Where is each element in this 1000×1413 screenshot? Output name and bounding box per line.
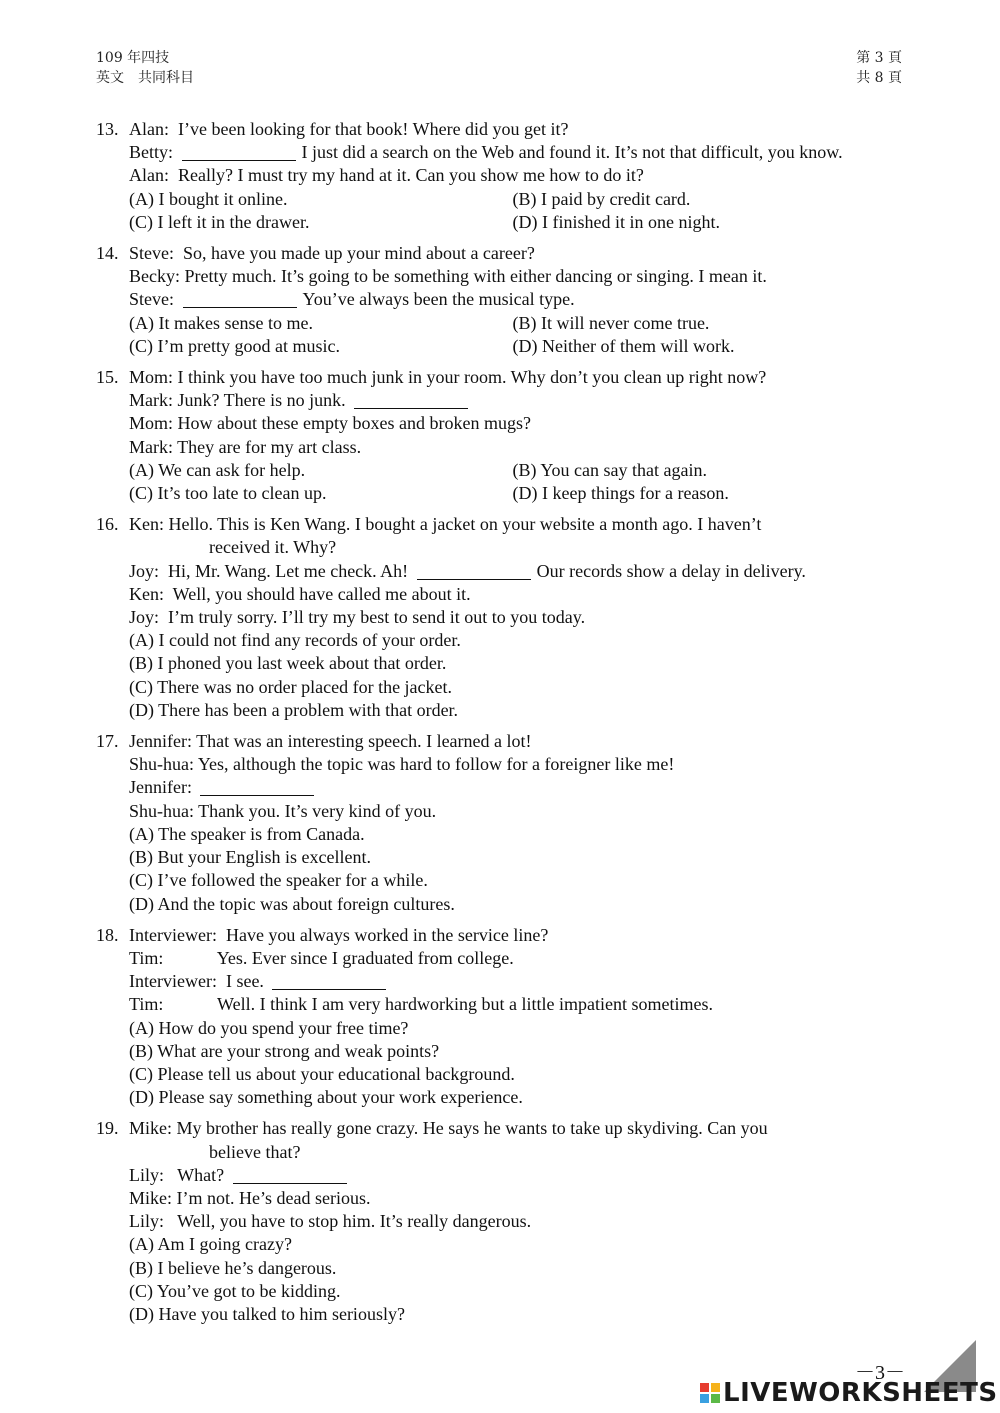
option-c[interactable]: (C) It’s too late to clean up. <box>129 483 327 504</box>
line-text: Alan: Really? I must try my hand at it. Can you show me how to do it? <box>129 165 644 186</box>
dialogue-line <box>96 993 896 1016</box>
dialogue-line <box>96 776 896 799</box>
option-d[interactable]: (D) Please say something about your work experience. <box>129 1087 523 1108</box>
brand-name: LIVEWORKSHEETS <box>723 1378 998 1408</box>
line-text: Mom: How about these empty boxes and broken mugs? <box>129 413 531 434</box>
line-text: Steve: So, have you made up your mind about a career? <box>129 243 535 264</box>
option-b[interactable]: (B) I believe he’s dangerous. <box>129 1257 337 1278</box>
line-text: Mom: I think you have too much junk in your room. Why don’t you clean up right now? <box>129 367 767 388</box>
dialogue-line <box>96 1117 896 1140</box>
line-text: Mike: My brother has really gone crazy. He says he wants to take up skydiving. Can you <box>129 1118 768 1139</box>
dialogue-line <box>96 118 896 141</box>
question-number: 18. <box>96 924 119 945</box>
option-c[interactable]: (C) You’ve got to be kidding. <box>129 1280 341 1301</box>
dialogue-line <box>96 947 896 970</box>
line-text: Betty: <box>129 142 178 163</box>
question-17 <box>96 730 896 916</box>
dialogue-line <box>96 753 896 776</box>
line-text: Mark: Junk? There is no junk. <box>129 390 351 411</box>
dialogue-line <box>96 1141 896 1164</box>
option-b[interactable]: (B) You can say that again. <box>512 459 707 480</box>
dialogue-line <box>96 924 896 947</box>
option-d[interactable]: (D) I finished it in one night. <box>512 211 720 232</box>
option-b[interactable]: (B) I phoned you last week about that order. <box>129 653 447 674</box>
total-pages: 共 8 頁 <box>856 70 902 86</box>
header-left <box>96 48 194 88</box>
subject-label: 英文 共同科目 <box>96 70 194 86</box>
option-d[interactable]: (D) There has been a problem with that order. <box>129 699 459 720</box>
dialogue-line <box>96 1164 896 1187</box>
question-number: 15. <box>96 367 119 388</box>
page-number: －3－ <box>855 1362 905 1384</box>
option-b[interactable]: (B) What are your strong and weak points? <box>129 1040 440 1061</box>
answer-blank[interactable] <box>417 562 531 580</box>
header-right <box>856 48 902 88</box>
options-row <box>96 211 896 234</box>
line-text: Alan: I’ve been looking for that book! Where did you get it? <box>129 119 569 139</box>
question-16 <box>96 513 896 722</box>
line-text: Jennifer: <box>129 777 197 798</box>
option-a[interactable]: (A) The speaker is from Canada. <box>129 823 365 844</box>
option-d[interactable]: (D) Have you talked to him seriously? <box>129 1303 405 1324</box>
question-number: 13. <box>96 119 119 139</box>
dialogue-line <box>96 366 896 389</box>
answer-blank[interactable] <box>272 972 386 990</box>
question-number: 19. <box>96 1118 119 1139</box>
line-text: Lily: What? <box>129 1164 229 1185</box>
question-list <box>96 118 896 1334</box>
option-a[interactable]: (A) It makes sense to me. <box>129 312 313 333</box>
dialogue-line <box>96 730 896 753</box>
dialogue-line <box>96 513 896 536</box>
dialogue-line <box>96 389 896 412</box>
dialogue-line <box>96 1187 896 1210</box>
line-text: Becky: Pretty much. It’s going to be something with either dancing or singing. I mean it. <box>129 266 767 287</box>
question-18 <box>96 924 896 1110</box>
option-d[interactable]: (D) I keep things for a reason. <box>512 483 729 504</box>
options-row <box>96 312 896 335</box>
dialogue-line <box>96 1210 896 1233</box>
dialogue-line <box>96 560 896 583</box>
line-text: Shu-hua: Thank you. It’s very kind of you. <box>129 800 437 821</box>
question-number: 14. <box>96 243 119 264</box>
dialogue-line <box>96 242 896 265</box>
option-a[interactable]: (A) We can ask for help. <box>129 459 306 480</box>
answer-blank[interactable] <box>354 391 468 409</box>
option-c[interactable]: (C) There was no order placed for the jacket. <box>129 676 453 697</box>
option-a[interactable]: (A) How do you spend your free time? <box>129 1017 409 1038</box>
question-15 <box>96 366 896 505</box>
option-a[interactable]: (A) Am I going crazy? <box>129 1234 292 1255</box>
line-text: Interviewer: Have you always worked in the service line? <box>129 924 549 945</box>
page-indicator: 第 3 頁 <box>856 50 902 66</box>
dialogue-line <box>96 265 896 288</box>
answer-blank[interactable] <box>183 290 297 308</box>
options-row <box>96 188 896 211</box>
line-text: Ken: Hello. This is Ken Wang. I bought a jacket on your website a month ago. I haven’t <box>129 514 762 535</box>
dialogue-line <box>96 606 896 629</box>
line-text: Tim: Well. I think I am very hardworking but a little impatient sometimes. <box>129 994 713 1015</box>
option-c[interactable]: (C) I left it in the drawer. <box>129 211 310 232</box>
option-b[interactable]: (B) It will never come true. <box>512 312 710 333</box>
option-b[interactable]: (B) I paid by credit card. <box>512 188 691 209</box>
line-text-after-blank: I just did a search on the Web and found it. It’s not that difficult, you know. <box>301 142 843 163</box>
dialogue-line <box>96 800 896 823</box>
line-text: Joy: I’m truly sorry. I’ll try my best to send it out to you today. <box>129 607 586 628</box>
line-text-after-blank: You’ve always been the musical type. <box>302 289 575 310</box>
line-text: Tim: Yes. Ever since I graduated from college. <box>129 947 514 968</box>
dialogue-line <box>96 583 896 606</box>
line-text: Mark: They are for my art class. <box>129 436 362 457</box>
option-d[interactable]: (D) And the topic was about foreign cultures. <box>129 893 455 914</box>
line-text: Jennifer: That was an interesting speech. I learned a lot! <box>129 731 532 752</box>
exam-year-label: 109 年四技 <box>96 50 170 66</box>
line-text-after-blank: Our records show a delay in delivery. <box>536 560 806 581</box>
dialogue-line <box>96 164 896 187</box>
option-b[interactable]: (B) But your English is excellent. <box>129 847 371 868</box>
option-a[interactable]: (A) I could not find any records of your order. <box>129 630 461 651</box>
line-text: Mike: I’m not. He’s dead serious. <box>129 1187 371 1208</box>
question-13 <box>96 118 896 234</box>
line-text: Lily: Well, you have to stop him. It’s really dangerous. <box>129 1211 532 1232</box>
line-continuation: received it. Why? <box>209 537 337 558</box>
dialogue-line <box>96 970 896 993</box>
line-text: Steve: <box>129 289 179 310</box>
option-a[interactable]: (A) I bought it online. <box>129 188 288 209</box>
option-d[interactable]: (D) Neither of them will work. <box>512 335 735 356</box>
options-row <box>96 335 896 358</box>
dialogue-line <box>96 436 896 459</box>
line-text: Ken: Well, you should have called me about it. <box>129 583 471 604</box>
answer-blank[interactable] <box>200 778 314 796</box>
question-number: 17. <box>96 731 119 752</box>
liveworksheets-logo <box>700 1378 998 1408</box>
dialogue-line <box>96 288 896 311</box>
line-text: Joy: Hi, Mr. Wang. Let me check. Ah! <box>129 560 413 581</box>
question-number: 16. <box>96 514 119 535</box>
line-text: Interviewer: I see. <box>129 971 269 992</box>
line-text: Shu-hua: Yes, although the topic was hard to follow for a foreigner like me! <box>129 754 675 775</box>
answer-blank[interactable] <box>233 1166 347 1184</box>
options-row <box>96 459 896 482</box>
question-19 <box>96 1117 896 1326</box>
option-c[interactable]: (C) I’ve followed the speaker for a while. <box>129 870 428 891</box>
logo-blocks-icon <box>700 1383 720 1403</box>
line-continuation: believe that? <box>209 1141 301 1162</box>
dialogue-line <box>96 412 896 435</box>
dialogue-line <box>96 536 896 559</box>
options-row <box>96 482 896 505</box>
dialogue-line <box>96 141 896 164</box>
option-c[interactable]: (C) I’m pretty good at music. <box>129 335 340 356</box>
answer-blank[interactable] <box>182 143 296 161</box>
option-c[interactable]: (C) Please tell us about your educational background. <box>129 1063 515 1084</box>
question-14 <box>96 242 896 358</box>
